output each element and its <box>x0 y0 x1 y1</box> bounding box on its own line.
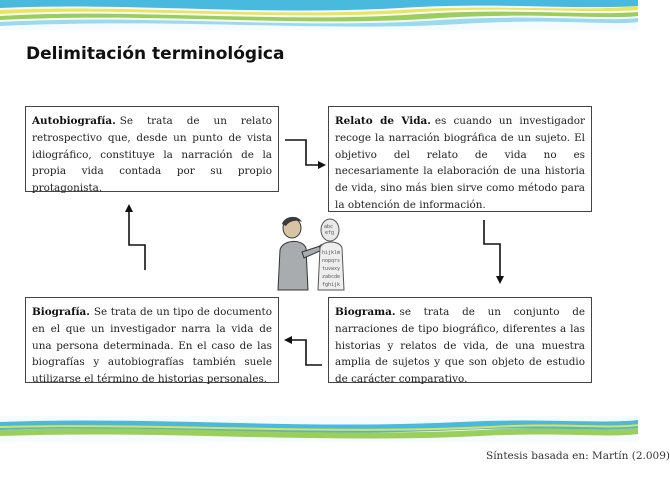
biografia-term: Biografía. <box>32 306 90 318</box>
svg-text:zabcde: zabcde <box>322 274 341 280</box>
source-citation: Síntesis basada en: Martín (2.009) <box>486 450 670 462</box>
arrow-up-left-icon <box>129 208 145 270</box>
bottom-decorative-band <box>0 416 638 442</box>
relato-de-vida-text: es cuando un investigador recoge la narración biográfica de un sujeto. El objetivo del relato de vida no es necesariamente la elaboración de una historia de vida, sino más bien sirve como método para la obtención de información. <box>335 115 585 211</box>
autobiografia-term: Autobiografía. <box>32 115 116 127</box>
biografia-text: Se trata de un tipo de documento en el que un investigador narra la vida de una persona determinada. En el caso de las biografías y autobiografías también suele utilizarse el término de historias personales. <box>32 306 272 386</box>
arrow-right-top-icon <box>285 140 322 165</box>
relato-de-vida-term: Relato de Vida. <box>335 115 431 127</box>
svg-text:fghijk: fghijk <box>322 282 341 288</box>
arrow-down-right-icon <box>484 220 500 280</box>
biograma-text: se trata de un conjunto de narraciones de tipo biográfico, diferentes a las historias y relatos de vida, de una muestra amplia de sujetos y que son objeto de estudio de carácter comparativo. <box>335 306 585 386</box>
arrow-left-bottom-icon <box>288 340 322 365</box>
svg-text:hijklm: hijklm <box>322 250 341 256</box>
two-people-talking-icon <box>270 212 348 292</box>
svg-text:abc: abc <box>324 224 334 230</box>
svg-text:efg: efg <box>325 230 335 236</box>
biograma-term: Biograma. <box>335 306 396 318</box>
autobiografia-text: Se trata de un relato retrospectivo que, desde un punto de vista idiográfico, constituye la narración de la propia vida contada por su propio protagonista. <box>32 115 272 195</box>
svg-text:tuvwxy: tuvwxy <box>322 266 341 272</box>
page-title: Delimitación terminológica <box>26 44 285 64</box>
svg-text:nopqrs: nopqrs <box>322 258 341 264</box>
